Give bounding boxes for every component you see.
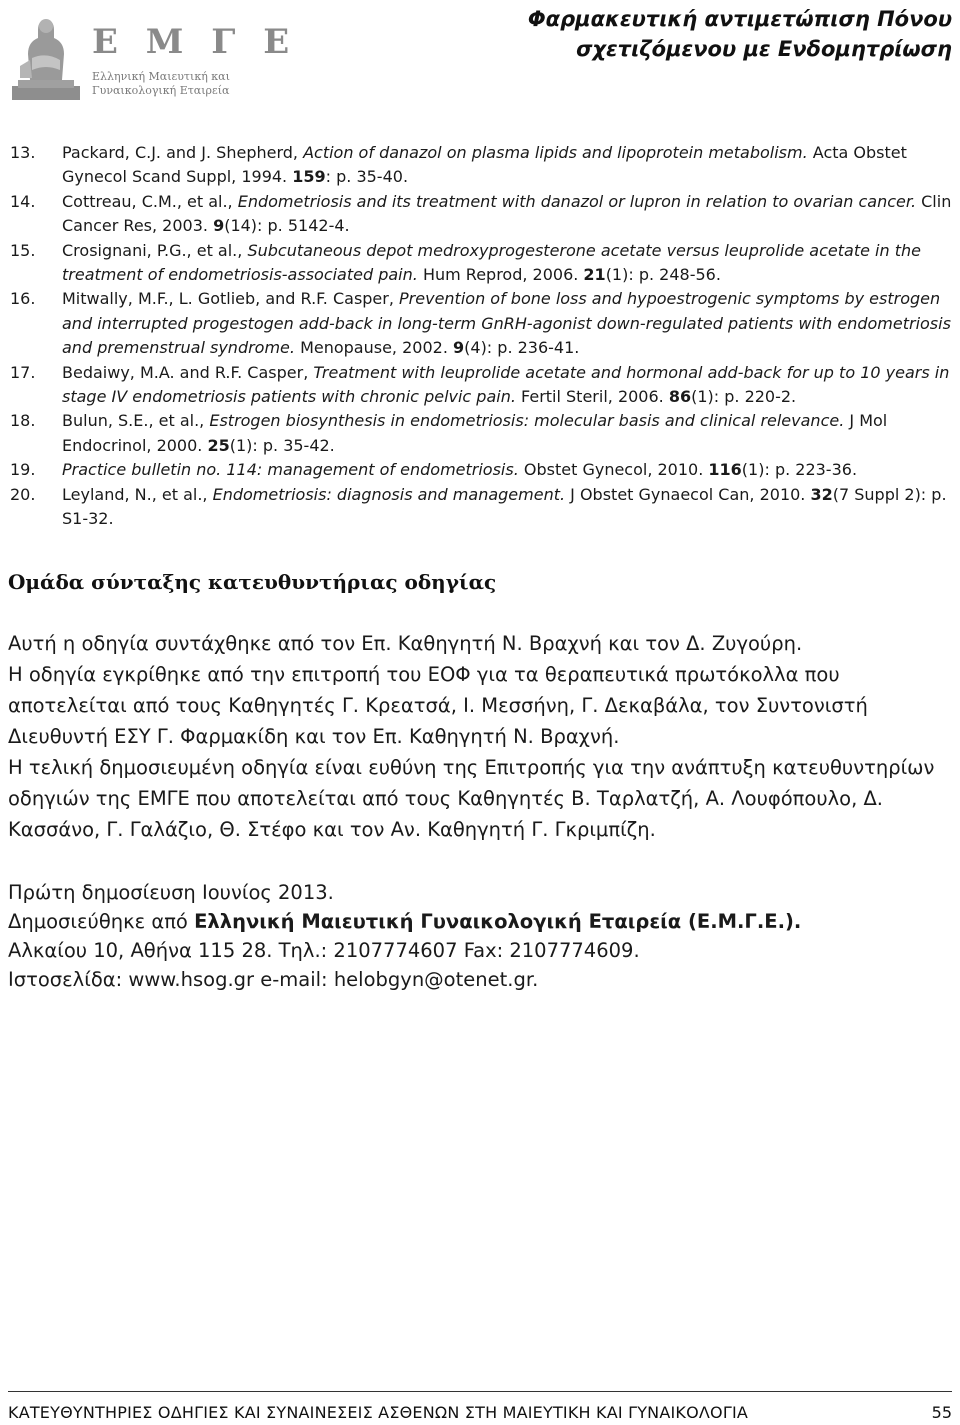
reference-title: Endometriosis: diagnosis and management. <box>212 484 566 504</box>
reference-title: Prevention of bone loss and hypoestrogenic symptoms by estrogen and interrupted progestogen add-back in long-term GnRH-agonist down-regulated patients with endometriosis and premenstrual syndrome. <box>62 289 951 358</box>
reference-journal: J Mol Endocrinol, 2000. <box>62 411 888 455</box>
reference-pages: (1): p. 223-36. <box>741 460 858 480</box>
footer-title: ΚΑΤΕΥΘΥΝΤΗΡΙΕΣ ΟΔΗΓΙΕΣ ΚΑΙ ΣΥΝΑΙΝΕΣΕΙΣ ΑΣΘΕΝΩΝ ΣΤΗ ΜΑΙΕΥΤΙΚΗ ΚΑΙ ΓΥΝΑΙΚΟΛΟΓΙΑ <box>8 1403 749 1422</box>
logo-subtitle <box>92 70 230 98</box>
reference-journal: Menopause, 2002. <box>294 338 453 358</box>
reference-journal: Obstet Gynecol, 2010. <box>518 460 709 480</box>
reference-number: 16. <box>10 289 36 309</box>
contact-website: Ιστοσελίδα: www.hsog.gr e-mail: helobgyn@otenet.gr. <box>8 968 539 991</box>
reference-volume: 9 <box>453 338 465 358</box>
reference-authors: Mitwally, M.F., L. Gotlieb, and R.F. Casper, <box>62 289 400 309</box>
reference-pages: (7 Suppl 2): p. S1-32. <box>62 484 947 529</box>
reference-authors: Bedaiwy, M.A. and R.F. Casper, <box>62 362 314 382</box>
reference-authors: Packard, C.J. and J. Shepherd, <box>62 143 304 162</box>
reference-authors: Cottreau, C.M., et al., <box>62 191 238 211</box>
contact-address: Αλκαίου 10, Αθήνα 115 28. Τηλ.: 2107774607 Fax: 2107774609. <box>8 939 640 962</box>
reference-volume: 32 <box>810 484 833 504</box>
reference-pages: (4): p. 236-41. <box>464 338 580 358</box>
published-by-prefix: Δημοσιεύθηκε από <box>8 910 195 933</box>
reference-item <box>10 458 956 482</box>
reference-journal: Clin Cancer Res, 2003. <box>62 191 952 236</box>
reference-volume: 25 <box>207 435 230 455</box>
reference-number: 15. <box>10 240 36 260</box>
reference-item <box>10 141 956 190</box>
published-by <box>8 907 958 936</box>
logo-subtitle-line: Ελληνική Μαιευτική και <box>92 70 230 83</box>
reference-number: 18. <box>10 411 36 431</box>
publication-info <box>8 878 958 994</box>
authors-paragraph: Αυτή η οδηγία συντάχθηκε από τον Επ. Καθηγητή Ν. Βραχνή και τον Δ. Ζυγούρη. <box>8 632 803 655</box>
reference-number: 14. <box>10 191 36 211</box>
reference-title: Estrogen biosynthesis in endometriosis: molecular basis and clinical relevance. <box>209 411 845 431</box>
reference-item <box>10 239 956 288</box>
header-title-line: σχετιζόμενου με Ενδομητρίωση <box>576 37 952 61</box>
reference-pages: (1): p. 248-56. <box>605 265 721 285</box>
reference-volume: 159 <box>292 167 326 187</box>
reference-item <box>10 287 956 360</box>
statue-logo-icon <box>8 8 84 104</box>
reference-volume: 9 <box>213 216 225 236</box>
first-publication: Πρώτη δημοσίευση Ιουνίος 2013. <box>8 881 334 904</box>
reference-journal: Fertil Steril, 2006. <box>515 387 669 407</box>
reference-number: 17. <box>10 362 36 382</box>
reference-authors: Crosignani, P.G., et al., <box>62 240 248 260</box>
reference-title: Practice bulletin no. 114: management of endometriosis. <box>62 460 519 480</box>
reference-list <box>10 141 956 532</box>
section-heading: Ομάδα σύνταξης κατευθυντήριας οδηγίας <box>8 570 497 594</box>
reference-number: 13. <box>10 143 36 162</box>
reference-pages: (1): p. 35-42. <box>229 435 335 455</box>
reference-item <box>10 361 956 410</box>
footer-divider <box>8 1391 952 1392</box>
reference-pages: : p. 35-40. <box>325 167 409 187</box>
reference-authors: Bulun, S.E., et al., <box>62 411 210 431</box>
reference-journal: Hum Reprod, 2006. <box>417 265 584 285</box>
reference-authors: Leyland, N., et al., <box>62 484 213 504</box>
logo-subtitle-line: Γυναικολογική Εταιρεία <box>92 84 230 97</box>
reference-number: 19. <box>10 460 36 480</box>
reference-pages: (1): p. 220-2. <box>691 387 797 407</box>
reference-journal: J Obstet Gynaecol Can, 2010. <box>565 484 811 504</box>
reference-title: Action of danazol on plasma lipids and lipoprotein metabolism. <box>303 143 808 162</box>
page-header-title <box>528 4 952 64</box>
reference-item <box>10 190 956 239</box>
reference-journal: Acta Obstet Gynecol Scand Suppl, 1994. <box>62 143 907 187</box>
reference-item <box>10 483 956 532</box>
reference-volume: 86 <box>668 387 692 407</box>
reference-title: Endometriosis and its treatment with danazol or lupron in relation to ovarian cancer. <box>237 191 917 211</box>
reference-volume: 21 <box>583 265 606 285</box>
reference-item <box>10 409 956 458</box>
reference-volume: 116 <box>708 460 742 480</box>
reference-number: 20. <box>10 484 36 504</box>
reference-pages: (14): p. 5142-4. <box>224 216 350 236</box>
logo-title: Ε Μ Γ Ε <box>92 22 298 62</box>
publisher-organization: Ελληνική Μαιευτική Γυναικολογική Εταιρεία (Ε.Μ.Γ.Ε.). <box>194 910 802 933</box>
approval-paragraph: Η οδηγία εγκρίθηκε από την επιτροπή του ΕΟΦ για τα θεραπευτικά πρωτόκολλα που αποτελείται από τους Καθηγητές Γ. Κρεατσά, Ι. Μεσσήνη, Γ. Δεκαβάλα, τον Συντονιστή Διευθυντή ΕΣΥ Γ. Φαρμακίδη και τον Επ. Καθηγητή Ν. Βραχνή. <box>8 663 868 748</box>
header-title-line: Φαρμακευτική αντιμετώπιση Πόνου <box>527 7 952 31</box>
reference-title: Treatment with leuprolide acetate and hormonal add-back for up to 10 years in stage IV endometriosis patients with chronic pelvic pain. <box>62 362 950 407</box>
reference-title: Subcutaneous depot medroxyprogesterone acetate versus leuprolide acetate in the treatment of endometriosis-associated pain. <box>62 240 921 285</box>
responsibility-paragraph: Η τελική δημοσιευμένη οδηγία είναι ευθύνη της Επιτροπής για την ανάπτυξη κατευθυντηρίων οδηγιών της ΕΜΓΕ που αποτελείται από τους Καθηγητές Β. Ταρλατζή, Α. Λουφόπουλο, Δ. Κασσάνο, Γ. Γαλάζιο, Θ. Στέφο και τον Αν. Καθηγητή Γ. Γκριμπίζη. <box>8 756 935 841</box>
page-number: 55 <box>931 1403 952 1422</box>
section-body <box>8 628 958 845</box>
society-logo <box>8 8 298 104</box>
